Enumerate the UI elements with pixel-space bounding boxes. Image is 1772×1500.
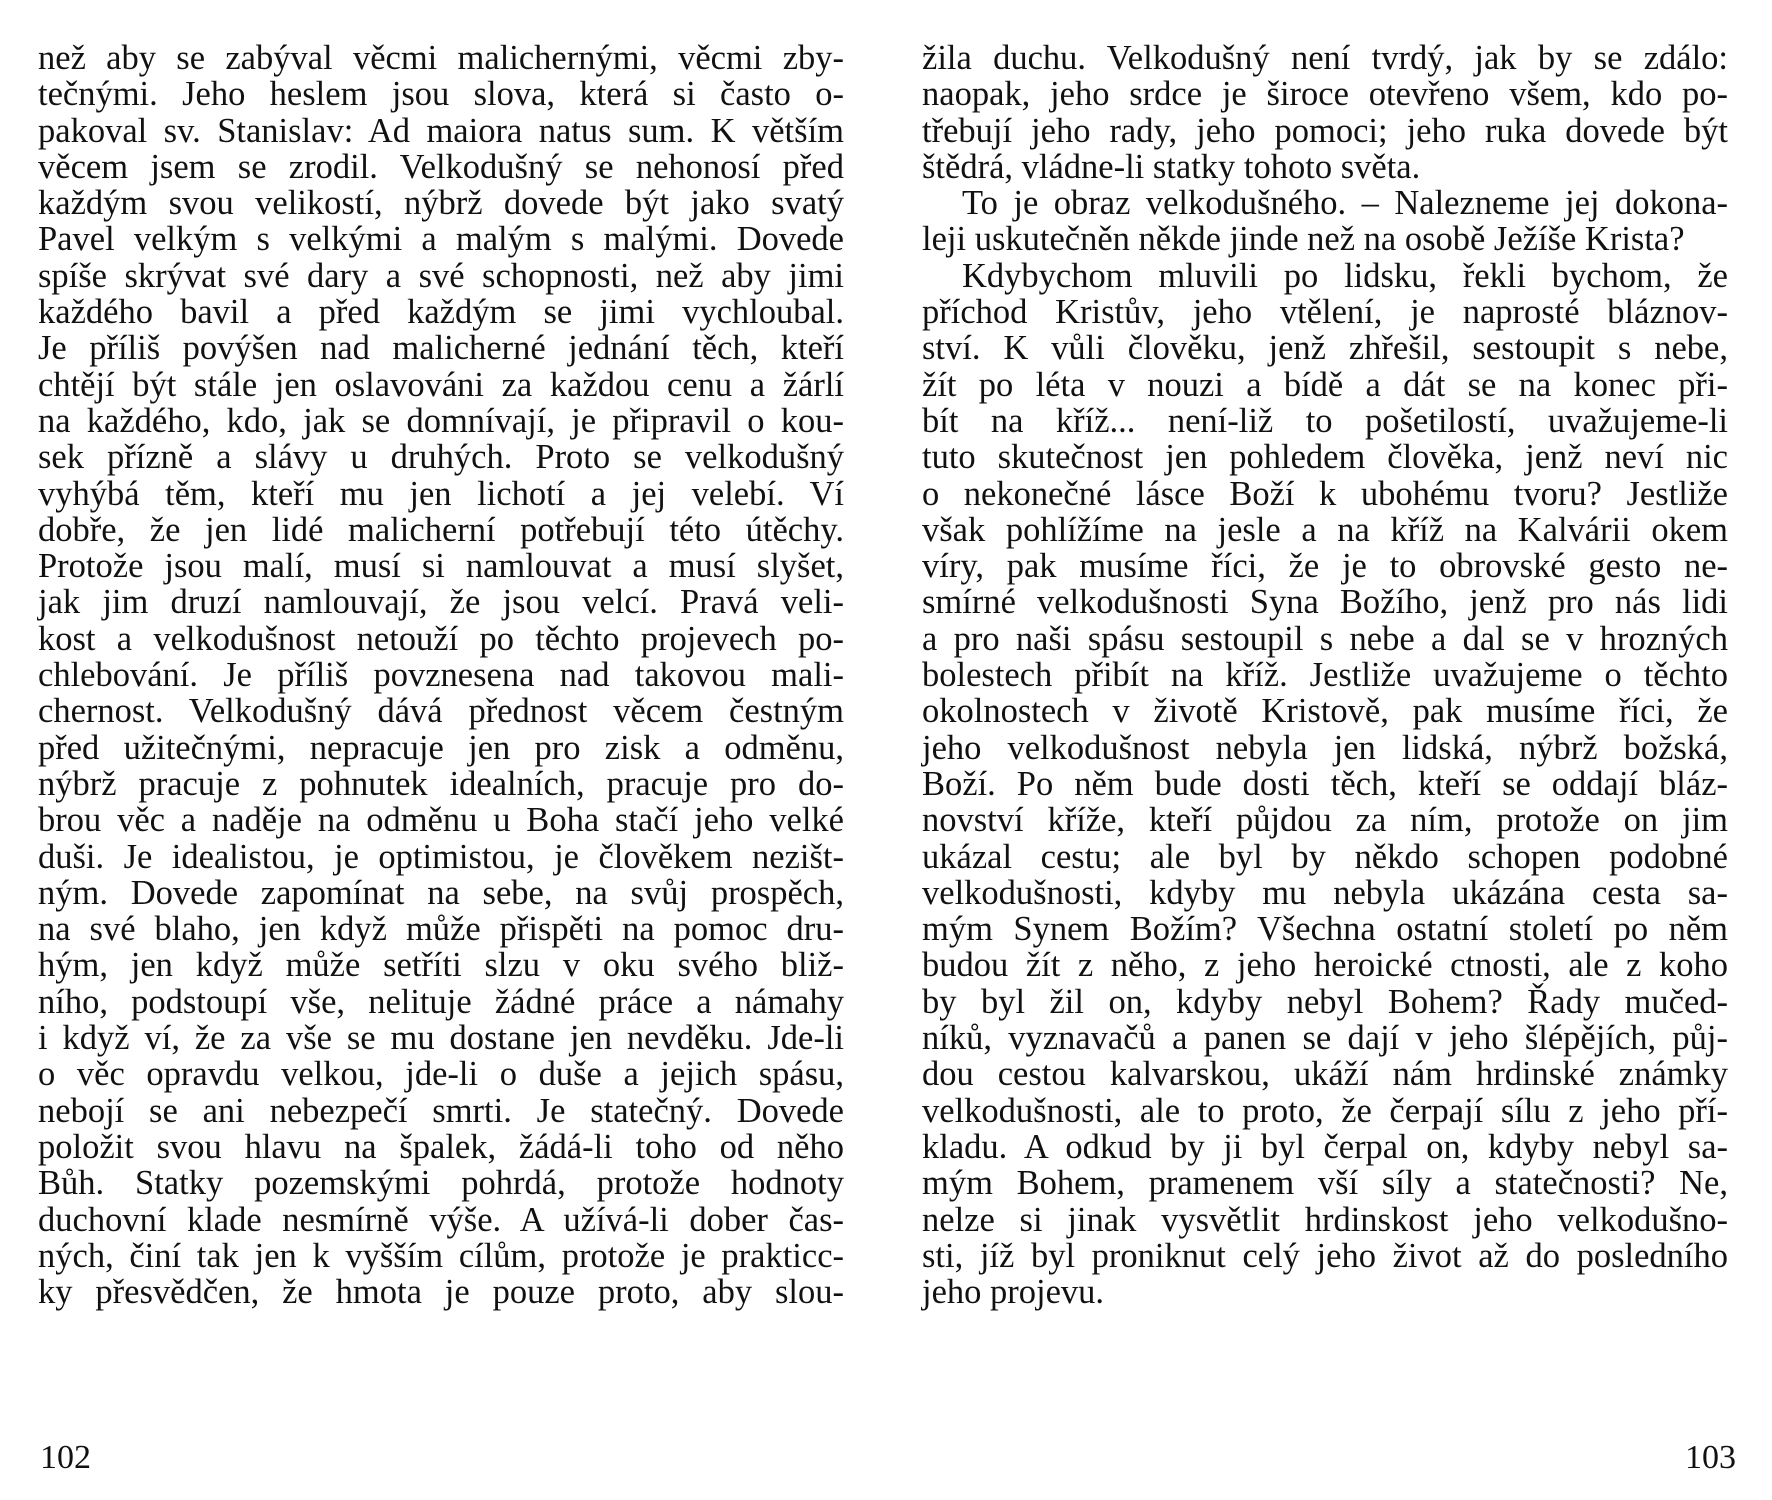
text-line: kost a velkodušnost netouží po těchto projevech po-: [38, 619, 844, 658]
text-line: spíše skrývat své dary a své schopnosti, než aby jimi: [38, 256, 844, 295]
text-line: duši. Je idealistou, je optimistou, je člověkem nezišt-: [38, 837, 844, 876]
text-line: smírné velkodušnosti Syna Božího, jenž pro nás lidi: [922, 583, 1728, 622]
text-line: chtějí být stále jen oslavováni za každou cenu a žárlí: [38, 365, 844, 404]
text-line: dou cestou kalvarskou, ukáží nám hrdinské známky: [922, 1055, 1728, 1094]
text-line: dobře, že jen lidé malicherní potřebují této útěchy.: [38, 510, 844, 549]
text-line: hým, jen když může setříti slzu v oku svého bliž-: [38, 946, 844, 985]
text-line: brou věc a naděje na odměnu u Boha stačí jeho velké: [38, 801, 844, 840]
text-line: budou žít z něho, z jeho heroické ctnosti, ale z koho: [922, 946, 1728, 985]
text-line: jeho projevu.: [922, 1273, 1105, 1312]
text-line: tečnými. Jeho heslem jsou slova, která si často o-: [38, 75, 844, 114]
text-line: i když ví, že za vše se mu dostane jen nevděku. Jde-li: [38, 1019, 844, 1058]
text-line: níků, vyznavačů a panen se dají v jeho šlépějích, půj-: [922, 1019, 1728, 1058]
text-line: nýbrž pracuje z pohnutek idealních, pracuje pro do-: [38, 764, 844, 803]
text-line: by byl žil on, kdyby nebyl Bohem? Řady mučed-: [922, 982, 1728, 1021]
text-line: chlebování. Je příliš povznesena nad takovou mali-: [38, 656, 844, 695]
text-line: mým Synem Božím? Všechna ostatní století po něm: [922, 910, 1728, 949]
text-line: každým svou velikostí, nýbrž dovede být jako svatý: [38, 184, 844, 223]
text-line: sek přízně a slávy u druhých. Proto se velkodušný: [38, 438, 844, 477]
text-line: žít po léta v nouzi a bídě a dát se na konec při-: [922, 365, 1728, 404]
text-line: Bůh. Statky pozemskými pohrdá, protože hodnoty: [38, 1164, 844, 1203]
text-line: však pohlížíme na jesle a na kříž na Kalvárii okem: [922, 510, 1728, 549]
right-page: [922, 40, 1728, 1310]
page-number-left: 102: [40, 1439, 91, 1476]
paragraph-start-line: To je obraz velkodušného. – Nalezneme jej dokona-: [962, 184, 1728, 223]
text-line: mým Bohem, pramenem vší síly a statečnosti? Ne,: [922, 1164, 1728, 1203]
text-line: chernost. Velkodušný dává přednost věcem čestným: [38, 692, 844, 731]
text-line: vyhýbá těm, kteří mu jen lichotí a jej velebí. Ví: [38, 474, 844, 513]
text-line: tuto skutečnost jen pohledem člověka, jenž neví nic: [922, 438, 1728, 477]
text-line: položit svou hlavu na špalek, žádá-li toho od něho: [38, 1127, 844, 1166]
text-line: ným. Dovede zapomínat na sebe, na svůj prospěch,: [38, 873, 844, 912]
text-line: ukázal cestu; ale byl by někdo schopen podobné: [922, 837, 1728, 876]
text-line: třebují jeho rady, jeho pomoci; jeho ruka dovede být: [922, 111, 1728, 150]
text-line: víry, pak musíme říci, že je to obrovské gesto ne-: [922, 547, 1728, 586]
text-line: a pro naši spásu sestoupil s nebe a dal se v hrozných: [922, 619, 1728, 658]
left-page: [38, 40, 844, 1310]
text-line: velkodušnosti, kdyby mu nebyla ukázána cesta sa-: [922, 873, 1728, 912]
text-line: okolnostech v životě Kristově, pak musíme říci, že: [922, 692, 1728, 731]
text-line: novství kříže, kteří půjdou za ním, protože on jim: [922, 801, 1728, 840]
text-line: žila duchu. Velkodušný není tvrdý, jak by se zdálo:: [922, 39, 1728, 77]
text-line: před užitečnými, nepracuje jen pro zisk a odměnu,: [38, 728, 844, 767]
text-line: pakoval sv. Stanislav: Ad maiora natus sum. K větším: [38, 111, 844, 150]
page-number-right: 103: [1685, 1439, 1736, 1476]
text-line: ního, podstoupí vše, nelituje žádné práce a námahy: [38, 982, 844, 1021]
text-line: Pavel velkým s velkými a malým s malými. Dovede: [38, 220, 844, 259]
text-line: věcem jsem se zrodil. Velkodušný se nehonosí před: [38, 147, 844, 186]
text-line: kladu. A odkud by ji byl čerpal on, kdyby nebyl sa-: [922, 1127, 1728, 1166]
text-line: příchod Kristův, jeho vtělení, je naprosté bláznov-: [922, 293, 1728, 332]
text-line: jak jim druzí namlouvají, že jsou velcí. Pravá veli-: [38, 583, 844, 622]
text-line: bít na kříž... není-liž to pošetilostí, uvažujeme-li: [922, 401, 1728, 440]
text-line: bolestech přibít na kříž. Jestliže uvažujeme o těchto: [922, 656, 1728, 695]
text-line: Boží. Po něm bude dosti těch, kteří se oddají bláz-: [922, 764, 1728, 803]
text-line: než aby se zabýval věcmi malichernými, věcmi zby-: [38, 39, 844, 77]
text-line: ky přesvědčen, že hmota je pouze proto, aby slou-: [38, 1273, 844, 1312]
text-line: leji uskutečněn někde jinde než na osobě Ježíše Krista?: [922, 220, 1685, 259]
text-line: na každého, kdo, jak se domnívají, je připravil o kou-: [38, 401, 844, 440]
text-line: každého bavil a před každým se jimi vychloubal.: [38, 293, 844, 332]
text-line: ství. K vůli člověku, jenž zhřešil, sestoupit s nebe,: [922, 329, 1728, 368]
text-line: nebojí se ani nebezpečí smrti. Je statečný. Dovede: [38, 1091, 844, 1130]
text-line: nelze si jinak vysvětlit hrdinskost jeho velkodušno-: [922, 1200, 1728, 1239]
paragraph-start-line: Kdybychom mluvili po lidsku, řekli bychom, že: [962, 256, 1728, 295]
text-line: sti, jíž byl proniknut celý jeho život až do posledního: [922, 1236, 1728, 1275]
text-line: duchovní klade nesmírně výše. A užívá-li dober čas-: [38, 1200, 844, 1239]
text-line: jeho velkodušnost nebyla jen lidská, nýbrž božská,: [922, 728, 1728, 767]
text-line: velkodušnosti, ale to proto, že čerpají sílu z jeho pří-: [922, 1091, 1728, 1130]
text-line: Protože jsou malí, musí si namlouvat a musí slyšet,: [38, 547, 844, 586]
text-line: Je příliš povýšen nad malicherné jednání těch, kteří: [38, 329, 844, 368]
text-line: na své blaho, jen když může přispěti na pomoc dru-: [38, 910, 844, 949]
text-line: naopak, jeho srdce je široce otevřeno všem, kdo po-: [922, 75, 1728, 114]
text-line: o nekonečné lásce Boží k ubohému tvoru? Jestliže: [922, 474, 1728, 513]
text-line: o věc opravdu velkou, jde-li o duše a jejich spásu,: [38, 1055, 844, 1094]
text-line: ných, činí tak jen k vyšším cílům, protože je prakticc-: [38, 1236, 844, 1275]
text-line: štědrá, vládne-li statky tohoto světa.: [922, 147, 1421, 186]
